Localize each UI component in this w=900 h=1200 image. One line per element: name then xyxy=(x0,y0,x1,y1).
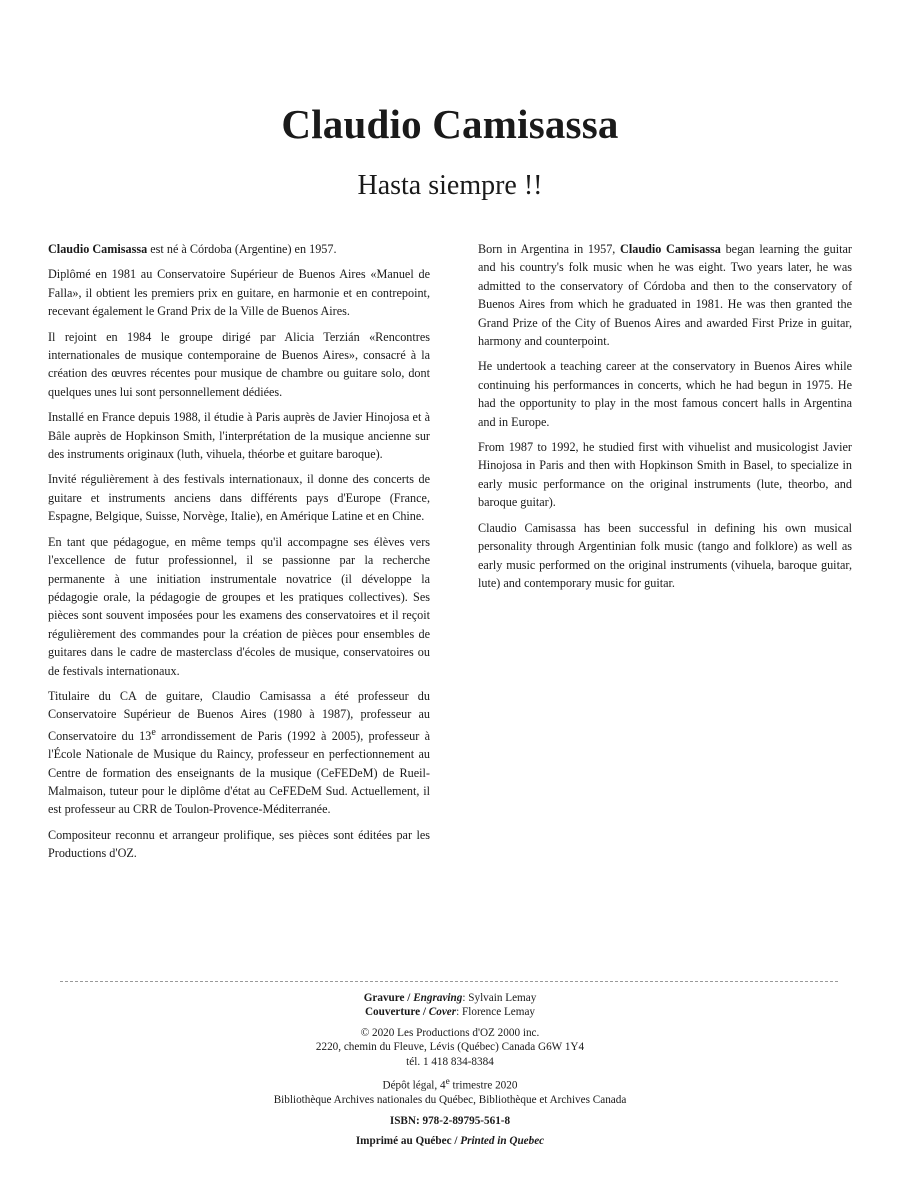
engraving-separator: : xyxy=(462,992,469,1004)
fr-paragraph-7-text-b: arrondissement de Paris (1992 à 2005), professeur à l'École Nationale de Musique du Raincy, professeur en perfectionnement au Centre de formation des enseignants de la musique (CeFEDeM) de Rueil-Malmaison, tuteur pour le diplôme d'état au CeFEDeM Sud. Actuellement, il est professeur au CRR de Toulon-Provence-Méditerranée. xyxy=(48,728,430,817)
cover-separator: : xyxy=(456,1006,463,1019)
en-paragraph-1-text-b: began learning the guitar and his country's folk music when he was eight. Two years later, he was admitted to the conservatory of Córdoba and then to the conservatory of Buenos Aires from which he graduated in 1981. He was then granted the Grand Prize of the City of Buenos Aires and awarded First Prize in guitar, harmony and counterpoint. xyxy=(478,242,852,349)
en-paragraph-1-text-a: Born in Argentina in 1957, xyxy=(478,242,621,256)
page-subtitle: Hasta siempre !! xyxy=(357,170,543,201)
engraving-value: Sylvain Lemay xyxy=(468,992,537,1004)
legal-deposit-line xyxy=(0,1075,900,1093)
deposit-text-a: Dépôt légal, 4 xyxy=(382,1079,446,1092)
en-paragraph-3: From 1987 to 1992, he studied first with vihuelist and musicologist Javier Hinojosa in Paris and then with Hopkinson Smith in Basel, to specialize in early music performance on the original instruments (lute, theorbo, and baroque guitar). xyxy=(478,440,852,510)
fr-paragraph-2: Diplômé en 1981 au Conservatoire Supérieur de Buenos Aires «Manuel de Falla», il obtient les premiers prix en guitare, en harmonie et en contrepoint, recevant également le Grand Prix de la Ville de Buenos Aires. xyxy=(48,267,430,319)
fr-paragraph-7-text-a: Titulaire du CA de guitare, Claudio Camisassa a été professeur du Conservatoire Supérieur de Buenos Aires (1980 à 1987), professeur au Conservatoire du 13 xyxy=(48,688,430,743)
isbn-line xyxy=(0,1114,900,1128)
printed-line xyxy=(0,1134,900,1148)
french-biography xyxy=(48,240,430,870)
address-line: 2220, chemin du Fleuve, Lévis (Québec) Canada G6W 1Y4 xyxy=(315,1041,585,1054)
en-paragraph-1 xyxy=(478,240,852,350)
fr-paragraph-7 xyxy=(48,687,430,819)
page-title: Claudio Camisassa xyxy=(281,101,619,147)
deposit-text-b: trimestre 2020 xyxy=(449,1079,518,1092)
en-paragraph-2: He undertook a teaching career at the conservatory in Buenos Aires while continuing his performances in concerts, which he had begun in 1975. He had the opportunity to play in the most famous concert halls in Argentina and in Europe. xyxy=(478,359,852,429)
section-divider xyxy=(60,981,838,982)
printed-en: Printed in Quebec xyxy=(460,1134,545,1147)
cover-label-en: Cover xyxy=(428,1006,457,1019)
fr-paragraph-8: Compositeur reconnu et arrangeur prolifique, ses pièces sont éditées par les Productions d'OZ. xyxy=(48,827,430,861)
printed-fr: Imprimé au Québec / xyxy=(355,1134,461,1147)
phone-line: tél. 1 418 834-8384 xyxy=(406,1055,494,1068)
fr-paragraph-3: Il rejoint en 1984 le groupe dirigé par Alicia Terzián «Rencontres internationales de musique contemporaine de Buenos Aires», consacré à la création des œuvres récentes pour musique de chambre ou guitare solo, dont quelques unes lui sont personnellement dédiées. xyxy=(48,329,430,399)
fr-paragraph-4: Installé en France depuis 1988, il étudie à Paris auprès de Javier Hinojosa et à Bâle auprès de Hopkinson Smith, l'interprétation de la musique ancienne sur des instruments originaux (luth, vihuela, théorbe et guitare baroque). xyxy=(48,410,430,462)
english-biography xyxy=(478,240,852,599)
engraving-label-fr: Gravure / xyxy=(363,992,414,1004)
isbn-text: ISBN: 978-2-89795-561-8 xyxy=(389,1114,511,1127)
deposit-superscript: e xyxy=(445,1077,450,1088)
engraving-label-en: Engraving xyxy=(413,992,463,1004)
fr-paragraph-5: Invité régulièrement à des festivals internationaux, il donne des concerts de guitare et instruments anciens dans différents pays d'Europe (France, Espagne, Belgique, Suisse, Norvège, Italie), en Amérique Latine et en Chine. xyxy=(48,472,430,524)
cover-value: Florence Lemay xyxy=(462,1006,536,1019)
libraries-line: Bibliothèque Archives nationales du Québec, Bibliothèque et Archives Canada xyxy=(273,1094,627,1107)
cover-label-fr: Couverture / xyxy=(364,1006,429,1019)
fr-paragraph-1-text: est né à Córdoba (Argentine) en 1957. xyxy=(147,242,337,256)
fr-paragraph-6: En tant que pédagogue, en même temps qu'il accompagne ses élèves vers l'excellence de futur professionnel, il se passionne par la recherche permanente à une initiation instrumentale novatrice (il développe la pédagogie orale, la pédagogie de groupes et les pratiques collectives). Ses pièces sont souvent imposées pour les examens des conservatoires et il reçoit régulièrement des commandes pour la création de pièces pour ensembles de guitares dans le cadre de masterclass d'écoles de musique, conservatoires ou de festivals internationaux. xyxy=(48,534,430,678)
en-name-bold: Claudio Camisassa xyxy=(620,242,721,256)
fr-superscript: e xyxy=(151,726,156,738)
cover-credit xyxy=(0,1005,900,1019)
copyright-line: © 2020 Les Productions d'OZ 2000 inc. xyxy=(360,1026,540,1039)
fr-name-bold: Claudio Camisassa xyxy=(48,242,148,256)
engraving-credit xyxy=(0,991,900,1005)
en-paragraph-4: Claudio Camisassa has been successful in defining his own musical personality through Argentinian folk music (tango and folklore) as well as early music performed on the original instruments (vihuela, baroque guitar, lute) and contemporary music for guitar. xyxy=(478,520,852,590)
colophon xyxy=(0,991,900,1148)
fr-paragraph-1 xyxy=(48,240,430,258)
